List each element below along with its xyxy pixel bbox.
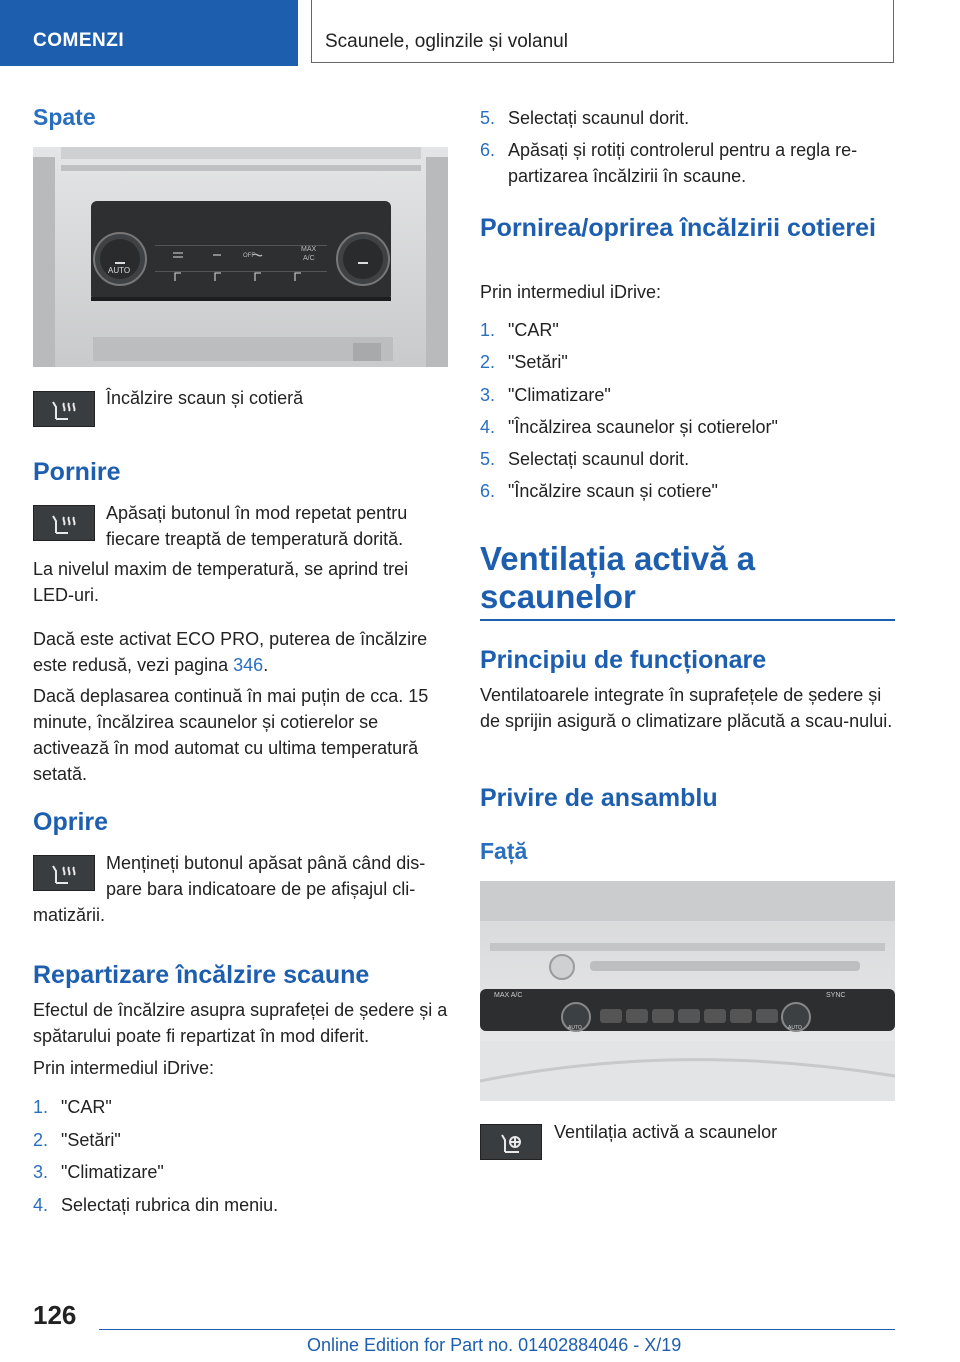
cotiera-idrive: Prin intermediul iDrive: <box>480 282 662 302</box>
list-item: 2. "Setări" <box>480 352 568 372</box>
sync-label: SYNC <box>826 992 846 999</box>
section-rule <box>480 619 895 621</box>
seat-heat-button-icon <box>33 391 95 427</box>
off-label: OFF <box>243 253 255 259</box>
seat-heat-icon-oprire <box>33 855 95 891</box>
list-item: 3. "Climatizare" <box>33 1162 164 1182</box>
ac-label: A/C <box>303 255 315 262</box>
heading-oprire: Oprire <box>33 808 109 836</box>
paragraph-led: La nivelul maxim de temperatură, se aprind trei LED-uri. <box>33 559 409 605</box>
list-item: 6. "Încălzire scaun și cotiere" <box>480 481 718 501</box>
max-label: MAX <box>301 246 317 253</box>
list-item: 4. "Încălzirea scaunelor și cotierelor" <box>480 417 778 437</box>
heading-repartizare: Repartizare încălzire scaune <box>33 961 370 989</box>
repartizare-idrive: Prin intermediul iDrive: <box>33 1058 215 1078</box>
section-tab <box>0 0 298 66</box>
oprire-text-line3: matizării. <box>33 905 106 925</box>
section-title: COMENZI <box>33 30 125 51</box>
auto-label: AUTO <box>108 266 131 275</box>
list-item: 5. Selectați scaunul dorit. <box>480 108 690 128</box>
heading-principiu: Principiu de funcționare <box>480 646 767 674</box>
list-item: 1. "CAR" <box>33 1097 112 1117</box>
list-item: 4. Selectați rubrica din meniu. <box>33 1195 279 1215</box>
list-item: 3. "Climatizare" <box>480 385 611 405</box>
auto-label-front-right: AUTO <box>788 1025 802 1031</box>
seat-heat-icon <box>33 505 95 541</box>
pornire-text: Apăsați butonul în mod repetat pentru fiecare treaptă de temperatură dorită. <box>106 503 408 549</box>
list-item: 6. Apăsați și rotiți controlerul pentru a regla re- <box>480 140 858 160</box>
heading-privire: Privire de ansamblu <box>480 784 718 812</box>
paragraph-auto-activate: Dacă deplasarea continuă în mai puțin de cca. 15 minute, încălzirea scaunelor și cotierelor se activează în mod automat cu ultima temperatură setată. <box>33 686 429 784</box>
list-item: 5. Selectați scaunul dorit. <box>480 449 690 469</box>
seat-ventilation-icon <box>480 1124 542 1160</box>
caption-fata: Ventilația activă a scaunelor <box>554 1122 778 1142</box>
page-link[interactable]: 346 <box>233 655 264 675</box>
edition-footer: Online Edition for Part no. 01402884046 - X/19 <box>307 1335 682 1355</box>
rear-console-photo <box>33 147 448 367</box>
page-number: 126 <box>33 1300 77 1330</box>
footer-rule <box>99 1329 895 1330</box>
oprire-text-line1: Mențineți butonul apăsat până când dis- pare bara indicatoare de pe afișajul cli- <box>106 853 426 899</box>
list-item-continuation: partizarea încălzirii în scaune. <box>508 166 747 186</box>
chapter-tab <box>311 0 894 63</box>
heading-fata: Față <box>480 838 528 864</box>
heading-pornire: Pornire <box>33 458 121 486</box>
list-item: 2. "Setări" <box>33 1130 121 1150</box>
chapter-title: Scaunele, oglinzile și volanul <box>325 31 568 52</box>
heading-ventilatia: Ventilația activă a scaunelor <box>480 540 756 615</box>
auto-label-front: AUTO <box>568 1025 582 1031</box>
heading-spate: Spate <box>33 104 96 130</box>
paragraph-eco-pro: Dacă este activat ECO PRO, puterea de încălzire este redusă, vezi pagina 346. <box>33 629 428 675</box>
maxac-label: MAX A/C <box>494 992 523 999</box>
list-item: 1. "CAR" <box>480 320 559 340</box>
principiu-text: Ventilatoarele integrate în suprafețele de ședere și de sprijin asigură o climatizare plăcută a scau-nului. <box>480 685 893 731</box>
caption-spate: Încălzire scaun și cotieră <box>106 388 304 408</box>
front-console-photo <box>480 881 895 1101</box>
heading-cotiera: Pornirea/oprirea încălzirii cotierei <box>480 214 876 242</box>
repartizare-text: Efectul de încălzire asupra suprafeței de ședere și a spătarului poate fi repartizat în mod diferit. <box>33 1000 448 1046</box>
